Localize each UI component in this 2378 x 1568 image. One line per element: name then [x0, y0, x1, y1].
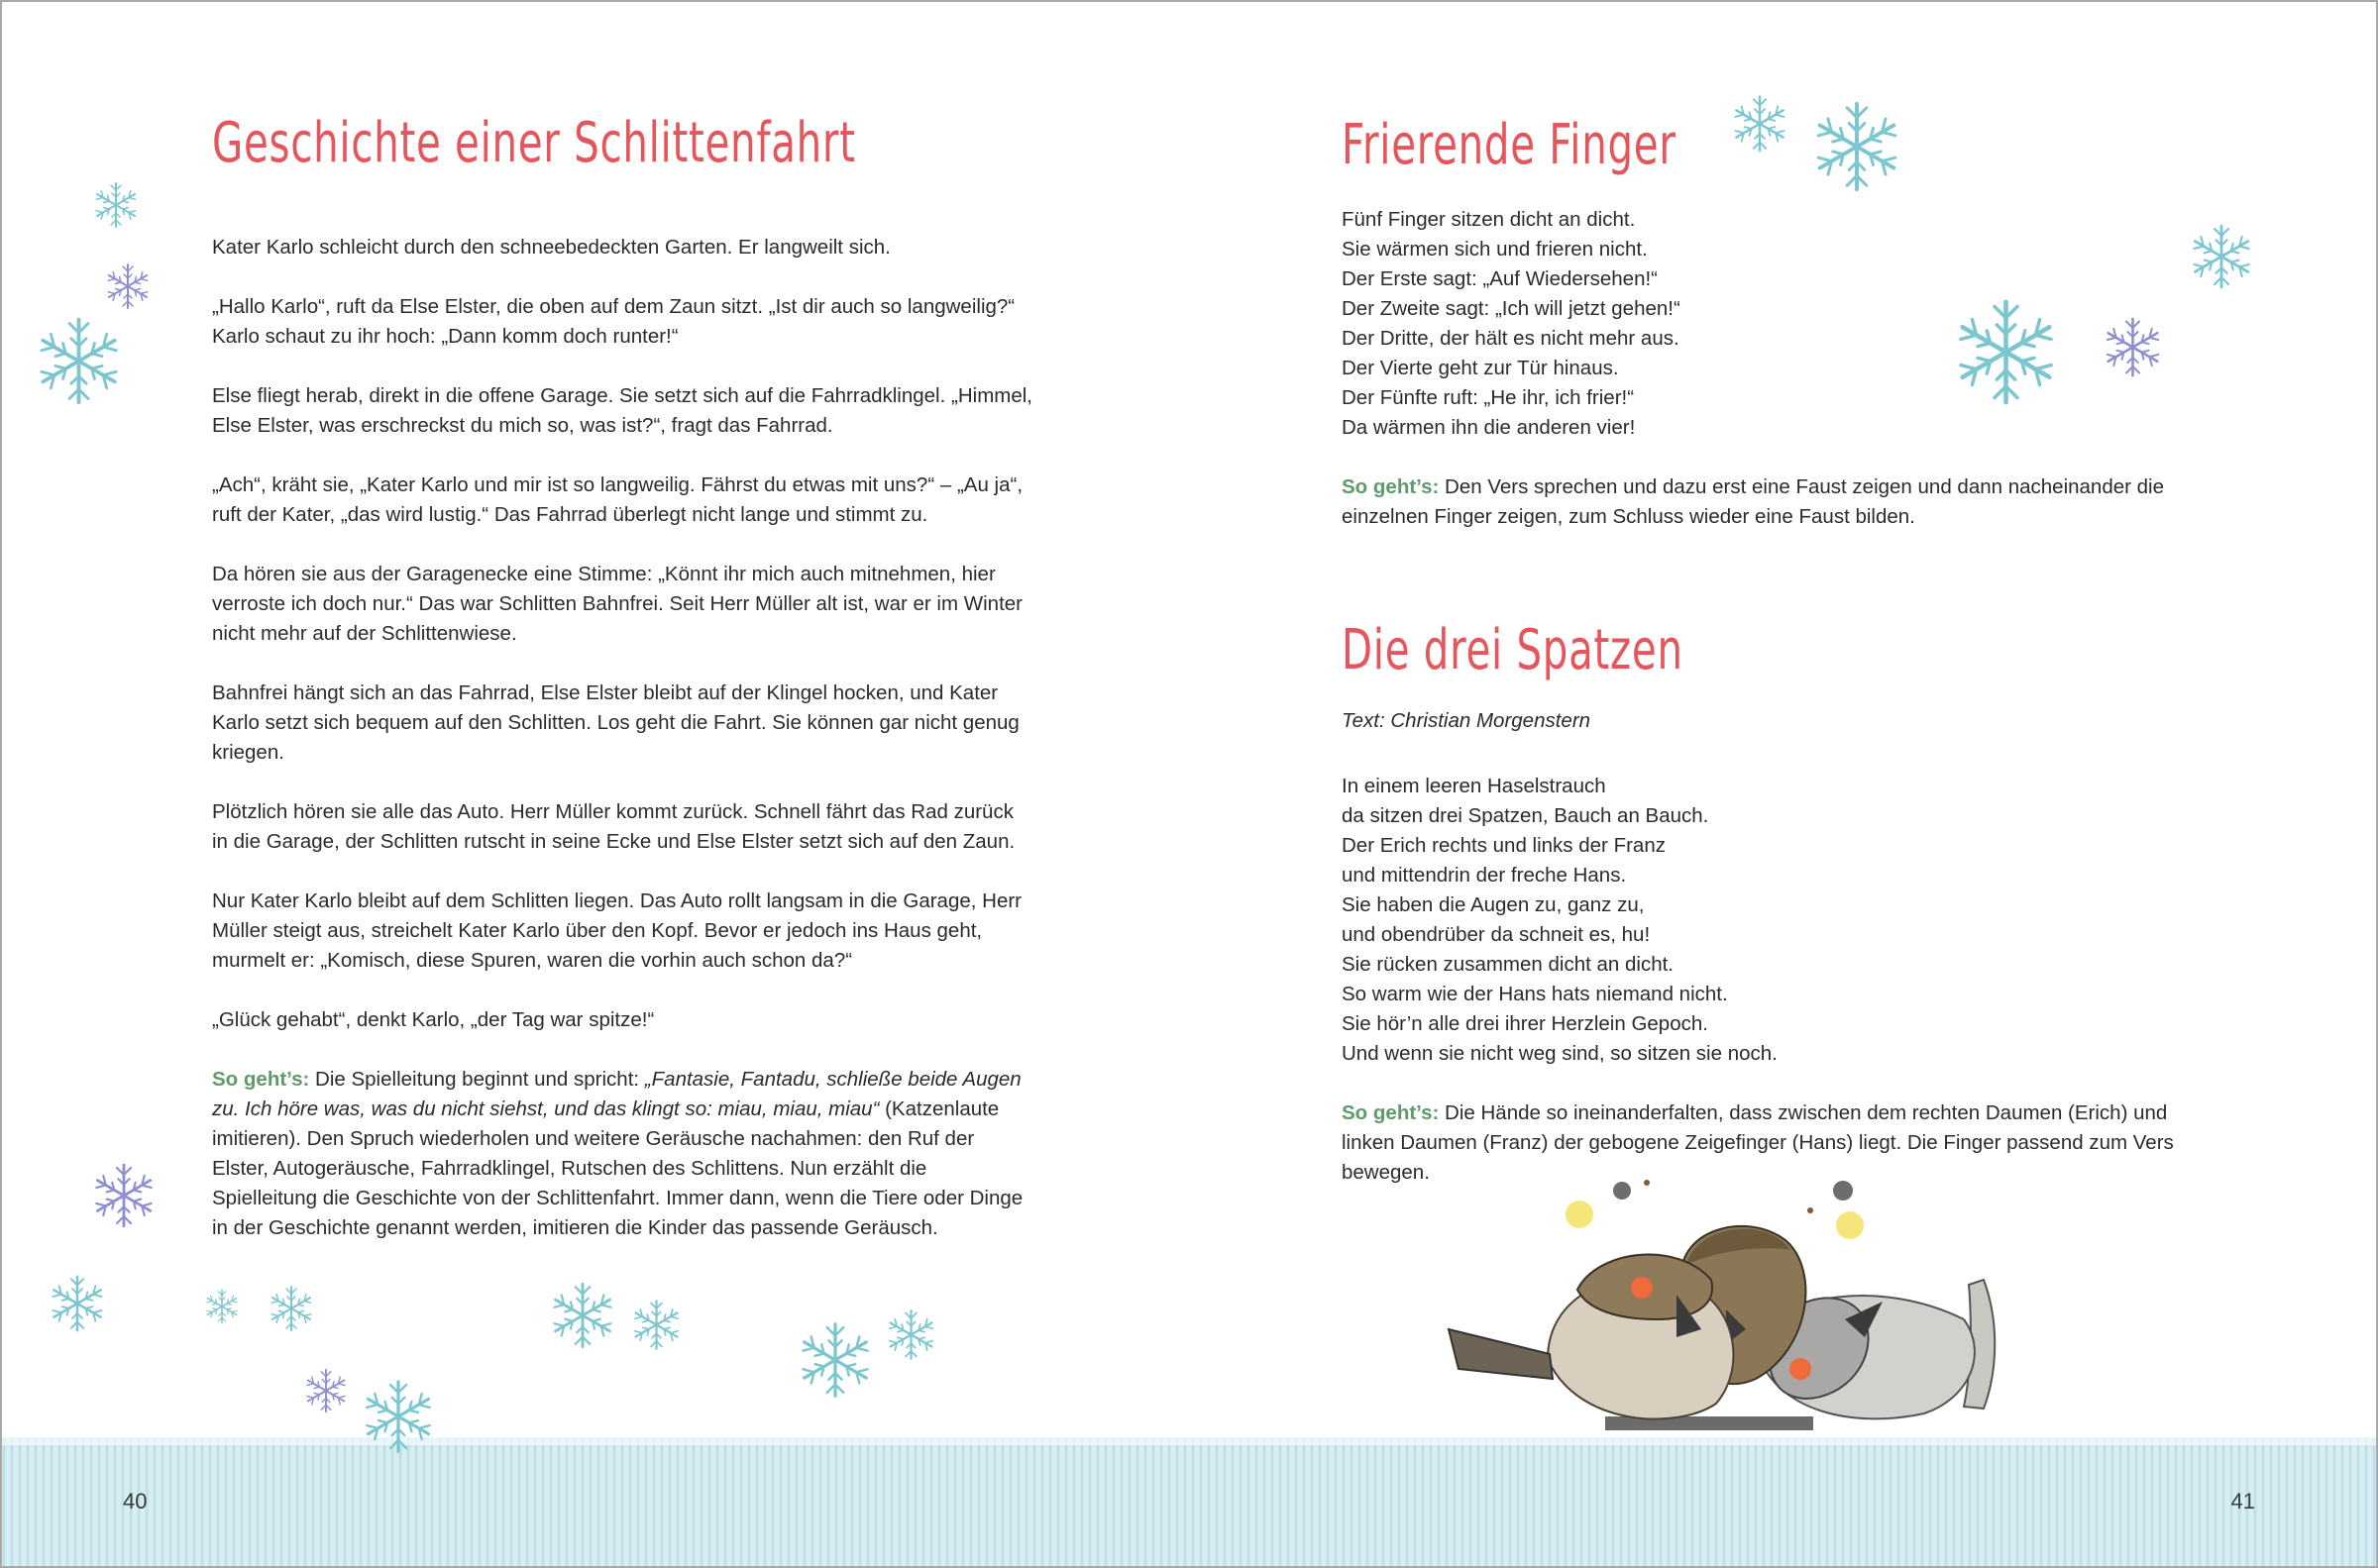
page-number-left: 40 [123, 1489, 148, 1514]
story-paragraph: „Glück gehabt“, denkt Karlo, „der Tag war spitze!“ [212, 1008, 655, 1031]
story-instructions [212, 1065, 1034, 1243]
poem-credit: Text: Christian Morgenstern [1342, 709, 1591, 732]
story-paragraph: Nur Kater Karlo bleibt auf dem Schlitten liegen. Das Auto rollt langsam in die Garage, Herr Müller steigt aus, streichelt Kater Karlo über den Kopf. Bevor er jedoch ins Haus geht, murmelt er: „Komisch, diese Spuren, waren die vorhin auch schon da?“ [212, 889, 1022, 972]
story-paragraph: „Hallo Karlo“, ruft da Else Elster, die oben auf dem Zaun sitzt. „Ist dir auch so langweilig?“ Karlo schaut zu ihr hoch: „Dann komm doch runter!“ [212, 295, 1016, 348]
poem-line: Sie wärmen sich und frieren nicht. [1342, 238, 1648, 261]
snowflake-icon [2101, 315, 2165, 379]
poem-line: Sie haben die Augen zu, ganz zu, [1342, 893, 1645, 916]
sparrows-illustration [1429, 1171, 2043, 1448]
snowflake-icon [32, 314, 126, 408]
poem-line: So warm wie der Hans hats niemand nicht. [1342, 983, 1728, 1005]
snowflake-icon [629, 1298, 684, 1352]
snowflake-icon [1949, 295, 2063, 409]
poem-line: Der Erste sagt: „Auf Wiedersehen!“ [1342, 267, 1659, 290]
story-paragraph: Da hören sie aus der Garagenecke eine Stimme: „Könnt ihr mich auch mitnehmen, hier verroste ich doch nur.“ Das war Schlitten Bahnfrei. Seit Herr Müller alt ist, war er im Winter nicht mehr auf der Schlittenwiese. [212, 563, 1023, 645]
poem-line: Der Zweite sagt: „Ich will jetzt gehen!“ [1342, 297, 1680, 320]
snowflake-icon [1729, 93, 1790, 155]
story-paragraph: Bahnfrei hängt sich an das Fahrrad, Else Elster bleibt auf der Klingel hocken, und Kater Karlo setzt sich bequem auf den Schlitten. Los geht die Fahrt. Sie können gar nicht genug kriegen. [212, 681, 1020, 764]
howto-rest: (Katzenlaute imitieren). Den Spruch wiederholen und weitere Geräusche nachahmen: den Ruf der Elster, Autogeräusche, Fahrradklingel, Rutschen des Schlittens. Nun erzählt die Spielleitung die Geschichte von der Schlittenfahrt. Immer dann, wenn die Tiere oder Dinge in der Geschichte genannt werden, imitieren die Kinder das passende Geräusch. [212, 1098, 1024, 1239]
snowflake-icon [47, 1273, 108, 1334]
poem-line: In einem leeren Haselstrauch [1342, 775, 1606, 797]
snowflake-icon [884, 1307, 938, 1362]
snowflake-icon [302, 1367, 350, 1414]
poem-instructions-frierende-finger [1342, 472, 2194, 532]
howto-text: Die Hände so ineinanderfalten, dass zwischen dem rechten Daumen (Erich) und linken Daumen (Franz) der gebogene Zeigefinger (Hans) liegt. Die Finger passend zum Vers bewegen. [1342, 1101, 2174, 1184]
snowflake-icon [795, 1319, 876, 1401]
snowflake-icon [547, 1280, 618, 1351]
snowflake-icon [89, 1161, 159, 1230]
howto-label: So geht’s: [1342, 475, 1440, 498]
poem-die-drei-spatzen [1342, 772, 2194, 1069]
poem-line: und mittendrin der freche Hans. [1342, 864, 1627, 887]
howto-intro: Die Spielleitung beginnt und spricht: [315, 1068, 640, 1091]
snowflake-icon [2187, 222, 2256, 291]
snowflake-icon [1808, 98, 1905, 195]
story-title: Geschichte einer Schlittenfahrt [212, 111, 856, 175]
story-paragraph: Plötzlich hören sie alle das Auto. Herr Müller kommt zurück. Schnell fährt das Rad zurück in die Garage, der Schlitten rutscht in seine Ecke und Else Elster setzt sich auf den Zaun. [212, 800, 1016, 853]
howto-label: So geht’s: [1342, 1101, 1440, 1124]
page-number-right: 41 [2230, 1489, 2255, 1514]
poem-frierende-finger [1342, 205, 2194, 443]
poem-line: Und wenn sie nicht weg sind, so sitzen sie noch. [1342, 1042, 1778, 1065]
poem-line: Der Vierte geht zur Tür hinaus. [1342, 357, 1619, 379]
poem-line: Da wärmen ihn die anderen vier! [1342, 416, 1636, 439]
howto-text: Den Vers sprechen und dazu erst eine Faust zeigen und dann nacheinander die einzelnen Finger zeigen, zum Schluss wieder eine Faust bilden. [1342, 475, 2165, 528]
story-paragraph: Else fliegt herab, direkt in die offene Garage. Sie setzt sich auf die Fahrradklingel. „Himmel, Else Elster, was erschreckst du mich so, was ist?“, fragt das Fahrrad. [212, 384, 1032, 437]
howto-quote: „Fantasie, Fantadu, schließe beide Augen zu. Ich höre was, was du nicht siehst, und das klingt so: miau, miau, miau“ [212, 1068, 1022, 1120]
snowflake-icon [103, 261, 153, 311]
snowflake-icon [267, 1284, 316, 1333]
snowflake-icon [359, 1377, 438, 1456]
snow-ground [2, 1437, 2378, 1566]
poem-title-die-drei-spatzen: Die drei Spatzen [1342, 618, 1683, 682]
poem-line: Der Erich rechts und links der Franz [1342, 834, 1666, 857]
poem-title-frierende-finger: Frierende Finger [1342, 113, 1676, 177]
story-paragraph: Kater Karlo schleicht durch den schneebedeckten Garten. Er langweilt sich. [212, 236, 891, 259]
howto-label: So geht’s: [212, 1068, 310, 1091]
snowflake-icon [203, 1288, 241, 1325]
poem-line: da sitzen drei Spatzen, Bauch an Bauch. [1342, 804, 1709, 827]
story-body [212, 233, 1034, 1243]
poem-line: Sie hör’n alle drei ihrer Herzlein Gepoch. [1342, 1012, 1708, 1035]
story-paragraph: „Ach“, kräht sie, „Kater Karlo und mir ist so langweilig. Fährst du etwas mit uns?“ – „Au ja“, ruft der Kater, „das wird lustig.“ Das Fahrrad überlegt nicht lange und stimmt zu. [212, 473, 1024, 526]
poem-line: Der Fünfte ruft: „He ihr, ich frier!“ [1342, 386, 1635, 409]
snowflake-icon [91, 180, 141, 230]
poem-line: Sie rücken zusammen dicht an dicht. [1342, 953, 1674, 976]
poem-line: Fünf Finger sitzen dicht an dicht. [1342, 208, 1636, 231]
poem-line: und obendrüber da schneit es, hu! [1342, 923, 1651, 946]
poem-line: Der Dritte, der hält es nicht mehr aus. [1342, 327, 1679, 350]
